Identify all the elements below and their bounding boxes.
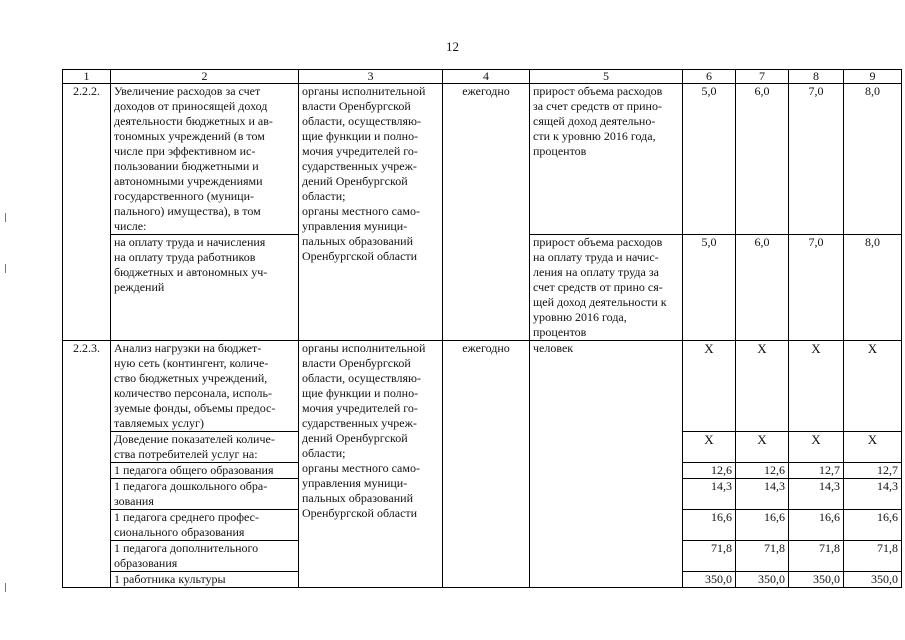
measure-description: 1 педагога дошкольного обра- зования [111, 479, 299, 510]
page-number: 12 [446, 39, 459, 54]
value-cell: 350,0 [844, 572, 902, 588]
measure-description: Анализ нагрузки на бюджет- ную сеть (контингент, количе- ство бюджетных учреждений, количество персонала, исполь- зуемые фонды, объемы предос- тавляемых услуг) [111, 341, 299, 432]
measure-description: 1 педагога дополнительного образования [111, 541, 299, 572]
executor-cell: органы исполнительной власти Оренбургской области, осуществляю- щие функции и полно- мочия учредителей го- сударственных учреж- дений Оренбургской области; органы местного само- управления муници- пальных образований Оренбургской области [299, 341, 443, 588]
table-row [63, 84, 902, 235]
value-cell: 16,6 [789, 510, 844, 541]
value-cell: 14,3 [683, 479, 736, 510]
measure-description: Увеличение расходов за счет доходов от приносящей доход деятельности бюджетных и ав- тономных учреждений (в том числе при эффективном ис- пользовании бюджетными и автономными учреждениями государственного (муници- пального) имущества), в том числе: [111, 84, 299, 235]
value-cell: 14,3 [844, 479, 902, 510]
column-header: 8 [789, 70, 844, 84]
indicator-cell: прирост объема расходов за счет средств от прино- сящей доход деятельно- сти к уровню 2016 года, процентов [530, 84, 683, 235]
scan-edge-mark [5, 583, 6, 592]
value-cell: 16,6 [844, 510, 902, 541]
value-cell: 14,3 [736, 479, 789, 510]
value-cell: 5,0 [683, 84, 736, 235]
indicator-cell: прирост объема расходов на оплату труда и начис- ления на оплату труда за счет средств от прино ся- щей доход деятельности к уровню 2016 года, процентов [530, 235, 683, 341]
period-cell: ежегодно [443, 84, 530, 341]
column-header: 4 [443, 70, 530, 84]
value-cell: Х [844, 432, 902, 463]
value-cell: 71,8 [789, 541, 844, 572]
value-cell: Х [789, 432, 844, 463]
value-cell: 14,3 [789, 479, 844, 510]
value-cell: 7,0 [789, 84, 844, 235]
value-cell: 7,0 [789, 235, 844, 341]
value-cell: 16,6 [736, 510, 789, 541]
value-cell: Х [789, 341, 844, 432]
column-header: 3 [299, 70, 443, 84]
value-cell: 6,0 [736, 84, 789, 235]
column-header: 9 [844, 70, 902, 84]
column-header: 5 [530, 70, 683, 84]
measure-description: 1 педагога среднего профес- сионального образования [111, 510, 299, 541]
value-cell: 71,8 [844, 541, 902, 572]
value-cell: Х [844, 341, 902, 432]
item-number: 2.2.2. [63, 84, 111, 341]
value-cell: Х [683, 341, 736, 432]
scan-edge-mark [5, 213, 6, 222]
table-row [63, 341, 902, 432]
indicator-cell: человек [530, 341, 683, 588]
value-cell: 12,7 [844, 463, 902, 479]
value-cell: 16,6 [683, 510, 736, 541]
executor-cell: органы исполнительной власти Оренбургской области, осуществляю- щие функции и полно- мочия учредителей го- сударственных учреж- дений Оренбургской области; органы местного само- управления муници- пальных образований Оренбургской области [299, 84, 443, 341]
column-header: 7 [736, 70, 789, 84]
value-cell: Х [736, 341, 789, 432]
value-cell: 8,0 [844, 84, 902, 235]
value-cell: Х [683, 432, 736, 463]
measure-description: 1 работника культуры [111, 572, 299, 588]
header-row [63, 70, 902, 84]
value-cell: 12,6 [683, 463, 736, 479]
period-cell: ежегодно [443, 341, 530, 588]
column-header: 6 [683, 70, 736, 84]
value-cell: 8,0 [844, 235, 902, 341]
item-number: 2.2.3. [63, 341, 111, 588]
value-cell: 350,0 [683, 572, 736, 588]
value-cell: 71,8 [683, 541, 736, 572]
column-header: 1 [63, 70, 111, 84]
column-header: 2 [111, 70, 299, 84]
value-cell: 350,0 [789, 572, 844, 588]
value-cell: 350,0 [736, 572, 789, 588]
measure-description: на оплату труда и начисления на оплату труда работников бюджетных и автономных уч- реждений [111, 235, 299, 341]
value-cell: 6,0 [736, 235, 789, 341]
value-cell: 12,6 [736, 463, 789, 479]
measure-description: 1 педагога общего образования [111, 463, 299, 479]
program-measures-table [62, 69, 902, 588]
scan-edge-mark [5, 264, 6, 273]
value-cell: 5,0 [683, 235, 736, 341]
value-cell: 12,7 [789, 463, 844, 479]
measure-description: Доведение показателей количе- ства потребителей услуг на: [111, 432, 299, 463]
value-cell: 71,8 [736, 541, 789, 572]
value-cell: Х [736, 432, 789, 463]
